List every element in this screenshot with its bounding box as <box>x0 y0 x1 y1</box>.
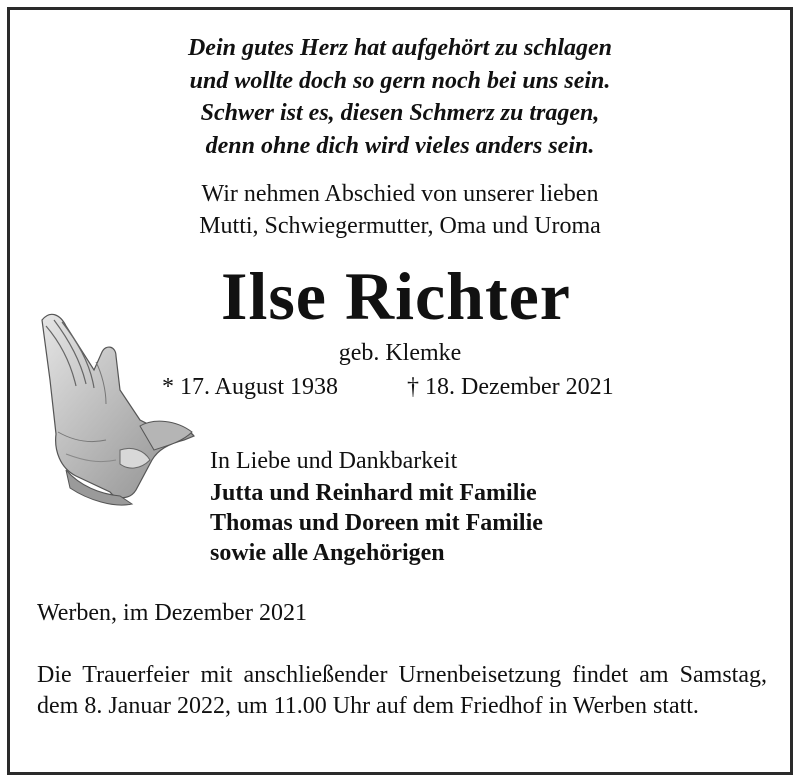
mourner-line: Thomas und Doreen mit Familie <box>210 510 543 536</box>
mourner-line: Jutta und Reinhard mit Familie <box>210 480 537 506</box>
poem-line: Schwer ist es, diesen Schmerz zu tragen, <box>200 100 600 126</box>
death-date: † 18. Dezember 2021 <box>407 374 614 400</box>
funeral-notice: Die Trauerfeier mit anschließender Urnenbeisetzung findet am Samstag, dem 8. Januar 2022, um 11.00 Uhr auf dem Friedhof in Werben statt. <box>37 662 767 719</box>
intro-line: Wir nehmen Abschied von unserer lieben <box>201 181 599 207</box>
praying-hands-icon <box>36 300 202 510</box>
mourners-intro: In Liebe und Dankbarkeit <box>210 448 458 474</box>
poem-line: Dein gutes Herz hat aufgehört zu schlagen <box>187 35 613 61</box>
farewell-intro <box>10 178 790 242</box>
obituary-card <box>7 7 793 775</box>
deceased-name: Ilse Richter <box>220 258 571 334</box>
intro-line: Mutti, Schwiegermutter, Oma und Uroma <box>199 213 601 239</box>
poem-line: und wollte doch so gern noch bei uns sein. <box>189 67 611 94</box>
mourners-list <box>210 478 543 568</box>
poem-line: denn ohne dich wird vieles anders sein. <box>205 132 595 159</box>
birth-date: * 17. August 1938 <box>162 374 339 400</box>
place-date: Werben, im Dezember 2021 <box>37 600 307 626</box>
poem <box>10 32 790 162</box>
maiden-name: geb. Klemke <box>338 340 462 366</box>
mourner-line: sowie alle Angehörigen <box>210 540 445 566</box>
